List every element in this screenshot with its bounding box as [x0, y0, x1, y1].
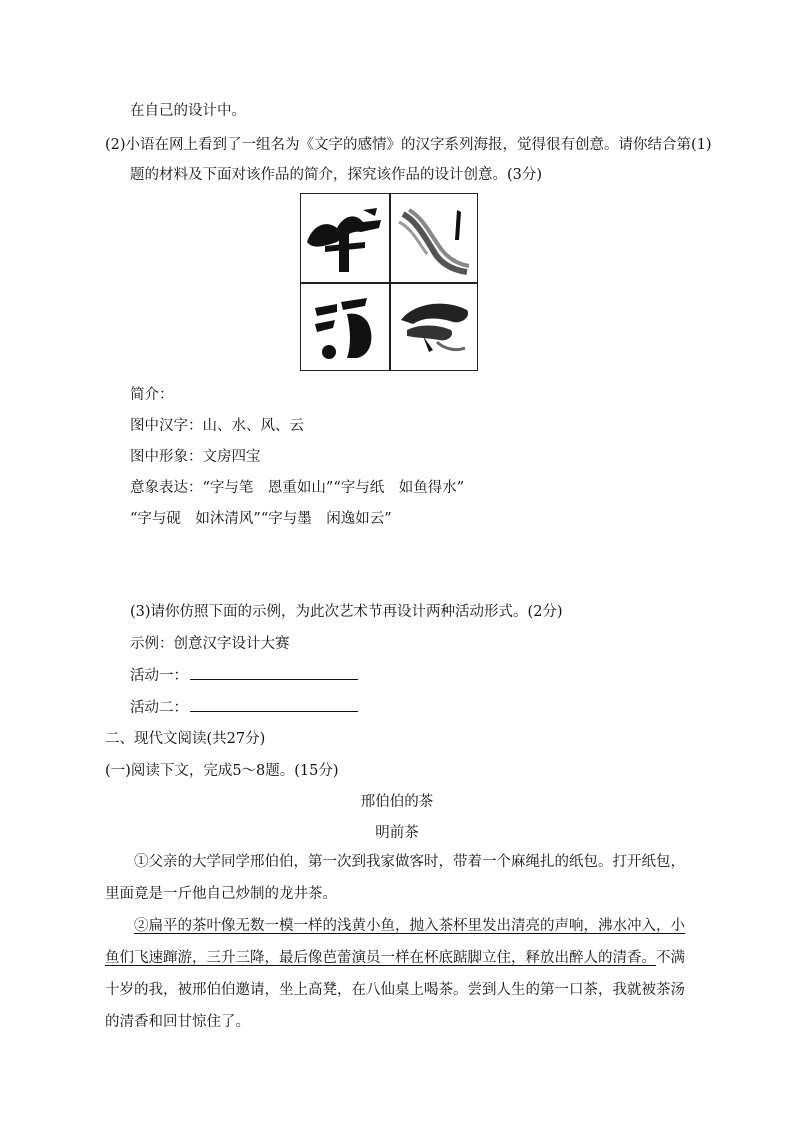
section-2-heading: 二、现代文阅读(共27分)	[105, 731, 266, 747]
question-2-line-cont: 题的材料及下面对该作品的简介，探究该作品的设计创意。(3分)	[130, 167, 543, 183]
activity-1-line	[130, 665, 358, 686]
activity-2-label: 活动二：	[130, 700, 188, 716]
intro-image: 图中形象：文房四宝	[130, 449, 261, 465]
paragraph-2-underlined-sentence: ②扁平的茶叶像无数一模一样的浅黄小鱼，抛入茶杯里发出清亮的声响，沸水冲入，小鱼们飞速蹿游，三升三降，最后像芭蕾演员一样在杯底踮脚立住，释放出醉人的清香。	[105, 918, 685, 966]
ink-calligraphy-image	[393, 290, 475, 366]
calligraphy-poster-figure	[300, 193, 478, 371]
inkstone-calligraphy-image	[307, 288, 387, 366]
activity-1-label: 活动一：	[130, 668, 188, 684]
paragraph-2	[105, 910, 685, 1038]
activity-1-answer-blank[interactable]	[190, 665, 358, 680]
question-2-line: (2)小语在网上看到了一组名为《文字的感情》的汉字系列海报，觉得很有创意。请你结合第(1)	[105, 137, 712, 153]
text-line: 在自己的设计中。	[130, 103, 246, 119]
figure-divider-horizontal	[301, 282, 477, 284]
paragraph-2-rest: 不满十岁的我，被邢伯伯邀请，坐上高凳，在八仙桌上喝茶。尝到人生的第一口茶，我就被茶汤的清香和回甘惊住了。	[105, 950, 685, 1030]
intro-characters: 图中汉字：山、水、风、云	[130, 418, 304, 434]
paper-calligraphy-image	[393, 200, 475, 278]
intro-expression-1: 意象表达：“字与笔 恩重如山”“字与纸 如鱼得水”	[130, 480, 465, 496]
activity-2-line	[130, 697, 358, 718]
article-author: 明前茶	[375, 825, 419, 841]
subsection-1-heading: (一)阅读下文，完成5～8题。(15分)	[105, 763, 339, 779]
activity-2-answer-blank[interactable]	[190, 697, 358, 712]
article-title: 邢伯伯的茶	[360, 794, 434, 810]
brush-calligraphy-image	[303, 202, 387, 278]
intro-label: 简介：	[130, 387, 174, 403]
question-3-line: (3)请你仿照下面的示例，为此次艺术节再设计两种活动形式。(2分)	[130, 604, 563, 620]
paragraph-1: ①父亲的大学同学邢伯伯，第一次到我家做客时，带着一个麻绳扎的纸包。打开纸包，里面竟是一斤他自己炒制的龙井茶。	[105, 854, 685, 902]
example-line: 示例：创意汉字设计大赛	[130, 636, 290, 652]
intro-expression-2: “字与砚 如沐清风”“字与墨 闲逸如云”	[130, 511, 392, 527]
